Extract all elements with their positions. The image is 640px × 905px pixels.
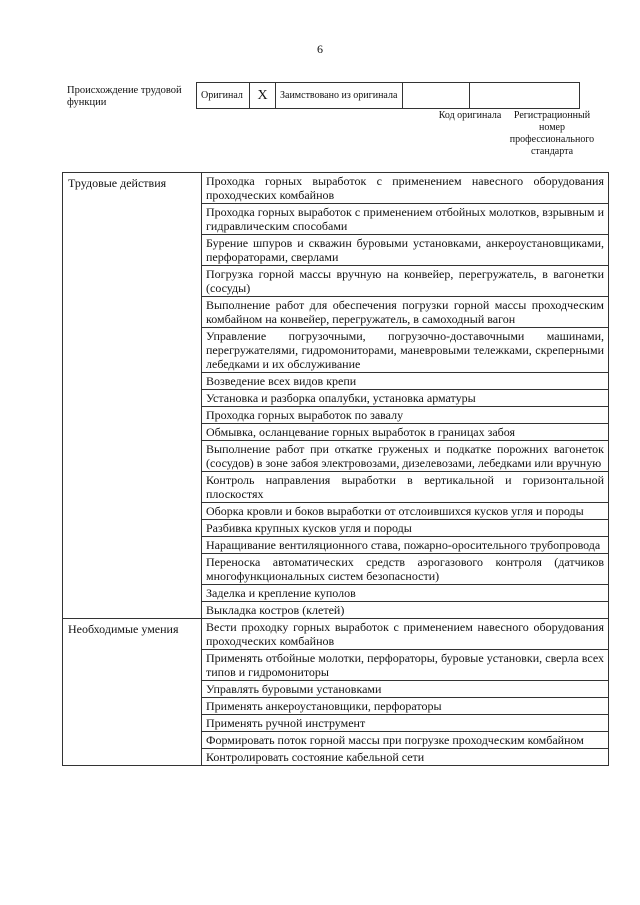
- list-item: Погрузка горной массы вручную на конвейер, перегружатель, в вагонетки (сосуды): [202, 266, 609, 297]
- page-number: 6: [317, 42, 323, 56]
- list-item: Установка и разборка опалубки, установка арматуры: [202, 390, 609, 407]
- list-item: Бурение шпуров и скважин буровыми установками, анкероустановщиками, перфораторами, сверлами: [202, 235, 609, 266]
- table-row: [63, 173, 609, 204]
- table-row: [63, 619, 609, 650]
- list-item: Обмывка, осланцевание горных выработок в границах забоя: [202, 424, 609, 441]
- original-mark: X: [250, 83, 276, 109]
- origin-table: [196, 82, 580, 109]
- borrowed-cell: Заимствовано из оригинала: [276, 83, 403, 109]
- list-item: Проходка горных выработок по завалу: [202, 407, 609, 424]
- list-item: Переноска автоматических средств аэрогазового контроля (датчиков многофункциональных систем безопасности): [202, 554, 609, 585]
- section-label: Необходимые умения: [63, 619, 202, 766]
- list-item: Формировать поток горной массы при погрузке проходческим комбайном: [202, 732, 609, 749]
- list-item: Применять анкероустановщики, перфораторы: [202, 698, 609, 715]
- list-item: Контроль направления выработки в вертикальной и горизонтальной плоскостях: [202, 472, 609, 503]
- origin-label: Происхождение трудовой функции: [67, 85, 182, 108]
- list-item: Применять ручной инструмент: [202, 715, 609, 732]
- list-item: Возведение всех видов крепи: [202, 373, 609, 390]
- registration-caption: Регистрационный номер профессионального стандарта: [509, 110, 595, 157]
- list-item: Проходка горных выработок с применением навесного оборудования проходческих комбайнов: [202, 173, 609, 204]
- section-label: Трудовые действия: [63, 173, 202, 619]
- original-cell: Оригинал: [197, 83, 250, 109]
- list-item: Проходка горных выработок с применением отбойных молотков, взрывным и гидравлическим способами: [202, 204, 609, 235]
- original-code-cell: [403, 83, 470, 109]
- list-item: Разбивка крупных кусков угля и породы: [202, 520, 609, 537]
- list-item: Оборка кровли и боков выработки от отслоившихся кусков угля и породы: [202, 503, 609, 520]
- code-caption: Код оригинала: [438, 110, 502, 121]
- list-item: Управлять буровыми установками: [202, 681, 609, 698]
- list-item: Контролировать состояние кабельной сети: [202, 749, 609, 766]
- functions-table: [62, 172, 609, 766]
- list-item: Вести проходку горных выработок с применением навесного оборудования проходческих комбайнов: [202, 619, 609, 650]
- list-item: Наращивание вентиляционного става, пожарно-оросительного трубопровода: [202, 537, 609, 554]
- registration-number-cell: [470, 83, 580, 109]
- list-item: Выкладка костров (клетей): [202, 602, 609, 619]
- list-item: Применять отбойные молотки, перфораторы, буровые установки, сверла всех типов и гидромониторы: [202, 650, 609, 681]
- list-item: Выполнение работ для обеспечения погрузки горной массы проходческим комбайном на конвейер, перегружатель, в самоходный вагон: [202, 297, 609, 328]
- list-item: Выполнение работ при откатке груженых и подкатке порожних вагонеток (сосудов) в зоне забоя электровозами, дизелевозами, лебедками или вручную: [202, 441, 609, 472]
- list-item: Заделка и крепление куполов: [202, 585, 609, 602]
- list-item: Управление погрузочными, погрузочно-доставочными машинами, перегружателями, гидромониторами, маневровыми тележками, скреперными лебедками и их обслуживание: [202, 328, 609, 373]
